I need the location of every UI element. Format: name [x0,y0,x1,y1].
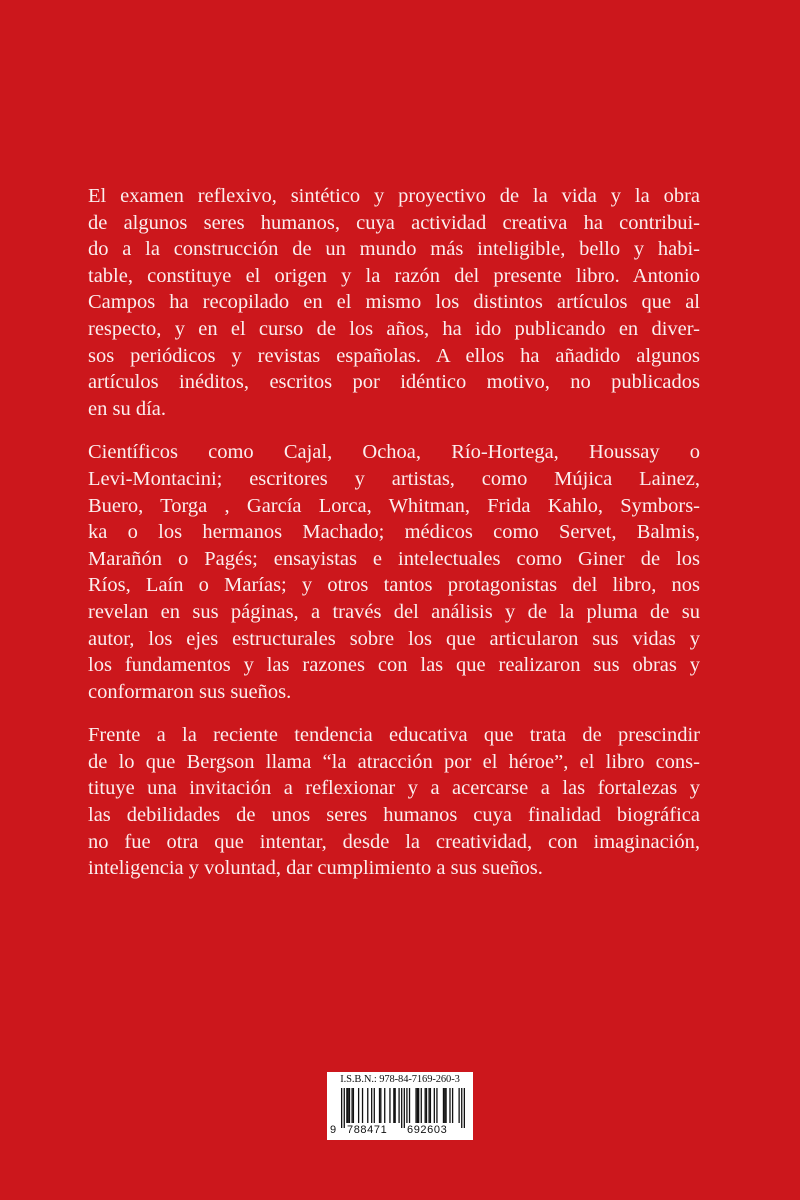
blurb-line: los fundamentos y las razones con las que realizaron sus obras y [88,654,700,677]
blurb-line: Científicos como Cajal, Ochoa, Río-Hortega, Houssay o [88,441,700,464]
blurb-line: Buero, Torga , García Lorca, Whitman, Frida Kahlo, Symbors- [88,494,700,517]
blurb-paragraph [88,183,700,422]
barcode-bar [380,1088,381,1123]
blurb-line: ka o los hermanos Machado; médicos como Servet, Balmis, [88,521,700,544]
barcode-bar [351,1088,352,1123]
barcode-bar [425,1088,426,1123]
blurb-line: tituye una invitación a reflexionar y a acercarse a las fortalezas y [88,777,700,800]
blurb-line: Campos ha recopilado en el mismo los distintos artículos que al [88,291,700,314]
barcode-bar [374,1088,375,1123]
barcode-bar [346,1088,347,1123]
blurb-line: las debilidades de unos seres humanos cuya finalidad biográfica [88,804,700,827]
blurb-line: Levi-Montacini; escritores y artistas, como Mújica Lainez, [88,467,700,490]
blurb-line: do a la construcción de un mundo más inteligible, bello y habi- [88,238,700,261]
blurb-line: de lo que Bergson llama “la atracción por el héroe”, el libro cons- [88,750,700,773]
barcode-bar [393,1088,394,1123]
barcode-bar [367,1088,368,1123]
barcode-bar [443,1088,444,1123]
blurb-text [88,183,700,899]
barcode-bar [426,1088,427,1123]
blurb-line: sos periódicos y revistas españolas. A ellos ha añadido algunos [88,344,700,367]
barcode-left-digits: 788471 [347,1124,388,1136]
barcode-bar [449,1088,450,1123]
barcode-bar [398,1088,399,1123]
barcode-bar [349,1088,350,1123]
barcode-bar [445,1088,446,1123]
blurb-paragraph [88,722,700,882]
blurb-line: El examen reflexivo, sintético y proyectivo de la vida y la obra [88,185,700,207]
barcode-bar [458,1088,459,1123]
isbn-barcode-block [327,1072,473,1140]
blurb-line: en su día. [88,397,166,420]
barcode-bar [421,1088,422,1123]
barcode-bar [418,1088,419,1123]
blurb-line: conformaron sus sueños. [88,680,292,703]
barcode-bar [401,1088,402,1128]
barcode-bar [461,1088,462,1128]
barcode-bar [371,1088,372,1123]
barcode-digits [327,1124,473,1138]
barcode-bar [428,1088,429,1123]
blurb-line: inteligencia y voluntad, dar cumplimiento a sus sueños. [88,857,543,880]
blurb-line: table, constituye el origen y la razón del presente libro. Antonio [88,264,700,287]
barcode-bar [444,1088,445,1123]
barcode-bar [415,1088,416,1123]
barcode-bars [341,1088,465,1128]
barcode-bar [389,1088,390,1123]
barcode-bar [409,1088,410,1123]
barcode-bar [464,1088,465,1128]
barcode-bar [384,1088,385,1123]
blurb-line: Ríos, Laín o Marías; y otros tantos protagonistas del libro, nos [88,574,700,597]
blurb-line: artículos inéditos, escritos por idéntico motivo, no publicados [88,371,700,394]
barcode-bar [353,1088,354,1123]
barcode-first-digit: 9 [330,1124,337,1136]
barcode-bar [430,1088,431,1123]
blurb-line: no fue otra que intentar, desde la creatividad, con imaginación, [88,830,700,853]
barcode-bar [379,1088,380,1123]
barcode-bar [452,1088,453,1123]
blurb-line: autor, los ejes estructurales sobre los que articularon sus vidas y [88,627,700,650]
barcode-bar [348,1088,349,1123]
barcode-bar [341,1088,342,1128]
barcode-bar [417,1088,418,1123]
blurb-line: Marañón o Pagés; ensayistas e intelectuales como Giner de los [88,547,700,570]
blurb-line: Frente a la reciente tendencia educativa que trata de prescindir [88,724,700,747]
barcode-bar [344,1088,345,1128]
barcode-bar [395,1088,396,1123]
barcode-bar [404,1088,405,1128]
barcode-bar [362,1088,363,1123]
barcode-bar [436,1088,437,1123]
blurb-paragraph [88,439,700,705]
blurb-line: respecto, y en el curso de los años, ha ido publicando en diver- [88,317,700,340]
barcode-right-digits: 692603 [407,1124,448,1136]
blurb-line: de algunos seres humanos, cuya actividad creativa ha contribui- [88,211,700,234]
barcode-bar [434,1088,435,1123]
barcode-bar [406,1088,407,1123]
barcode-bar [358,1088,359,1123]
blurb-line: revelan en sus páginas, a través del análisis y de la pluma de su [88,600,700,623]
isbn-label: I.S.B.N.: 978-84-7169-260-3 [340,1074,460,1085]
